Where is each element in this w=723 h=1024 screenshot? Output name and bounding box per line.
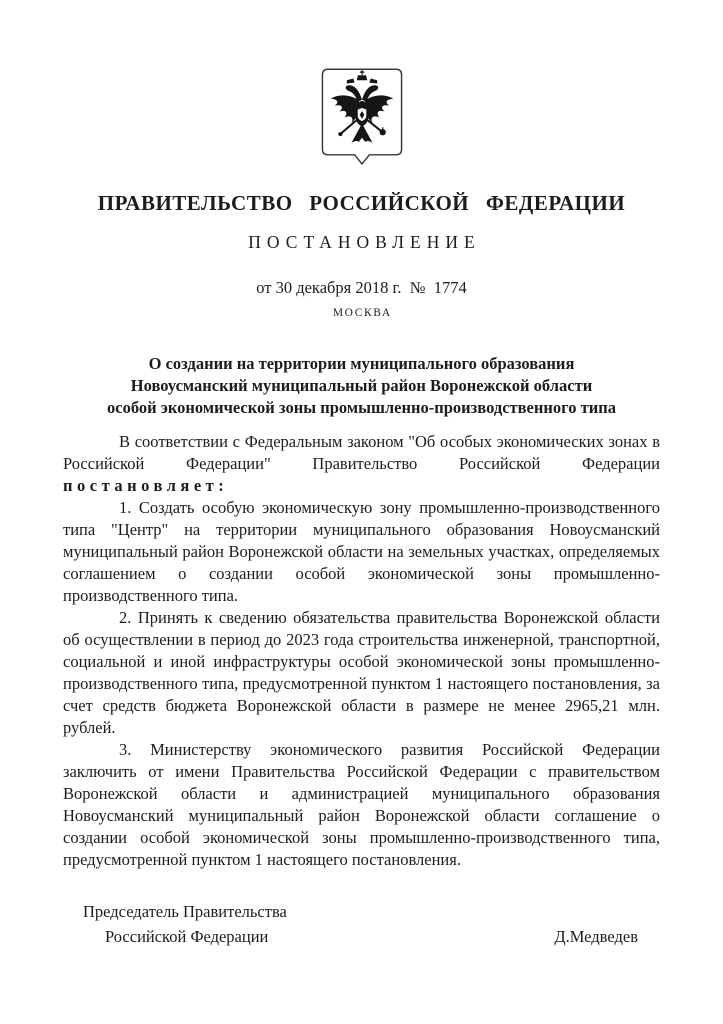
signer-position <box>63 899 287 949</box>
document-title-line: особой экономической зоны промышленно-производственного типа <box>107 398 616 417</box>
signer-name: Д.Медведев <box>554 927 638 946</box>
document-text <box>63 431 660 871</box>
document-title <box>63 353 660 419</box>
clause-2: 2. Принять к сведению обязательства правительства Воронежской области об осуществлении в период до 2023 года строительства инженерной, транспортной, социальной и иной инфраструктуры особой экономической зоны промышленно-производственного типа, предусмотренной пунктом 1 настоящего постановления, за счет средств бюджета Воронежской области в размере не менее 2965,21 млн. рублей. <box>63 608 660 737</box>
document-title-line: О создании на территории муниципального образования <box>148 354 575 373</box>
signer-position-line: Председатель Правительства <box>83 902 287 921</box>
clause-1: 1. Создать особую экономическую зону промышленно-производственного типа "Центр" на территории муниципального образования Новоусманский муниципальный район Воронежской области на земельных участках, определяемых соглашением о создании особой экономической зоны промышленно-производственного типа. <box>63 498 660 605</box>
intro-paragraph <box>63 431 660 497</box>
signer-position-line: Российской Федерации <box>105 927 269 946</box>
coat-of-arms <box>316 66 408 170</box>
signature-block <box>63 899 660 949</box>
resolves-emphasis: постановляет: <box>63 476 229 495</box>
date-and-number-line: от 30 декабря 2018 г. № 1774 <box>256 278 467 297</box>
city-label: МОСКВА <box>332 307 392 319</box>
coat-of-arms-icon <box>316 66 408 170</box>
document-body <box>63 353 660 949</box>
issuing-authority-title: ПРАВИТЕЛЬСТВО РОССИЙСКОЙ ФЕДЕРАЦИИ <box>97 191 626 215</box>
document-type-heading: ПОСТАНОВЛЕНИЕ <box>248 232 481 252</box>
clause-3: 3. Министерству экономического развития Российской Федерации заключить от имени Правительства Российской Федерации с правительством Воронежской области и администрацией муниципального образования Новоусманский муниципальный район Воронежской области соглашение о создании особой экономической зоны промышленно-производственного типа, предусмотренной пунктом 1 настоящего постановления. <box>63 740 660 869</box>
intro-text: В соответствии с Федеральным законом "Об особых экономических зонах в Российской Федерации" Правительство Российской Федерации <box>63 432 660 473</box>
document-title-line: Новоусманский муниципальный район Воронежской области <box>130 376 593 395</box>
